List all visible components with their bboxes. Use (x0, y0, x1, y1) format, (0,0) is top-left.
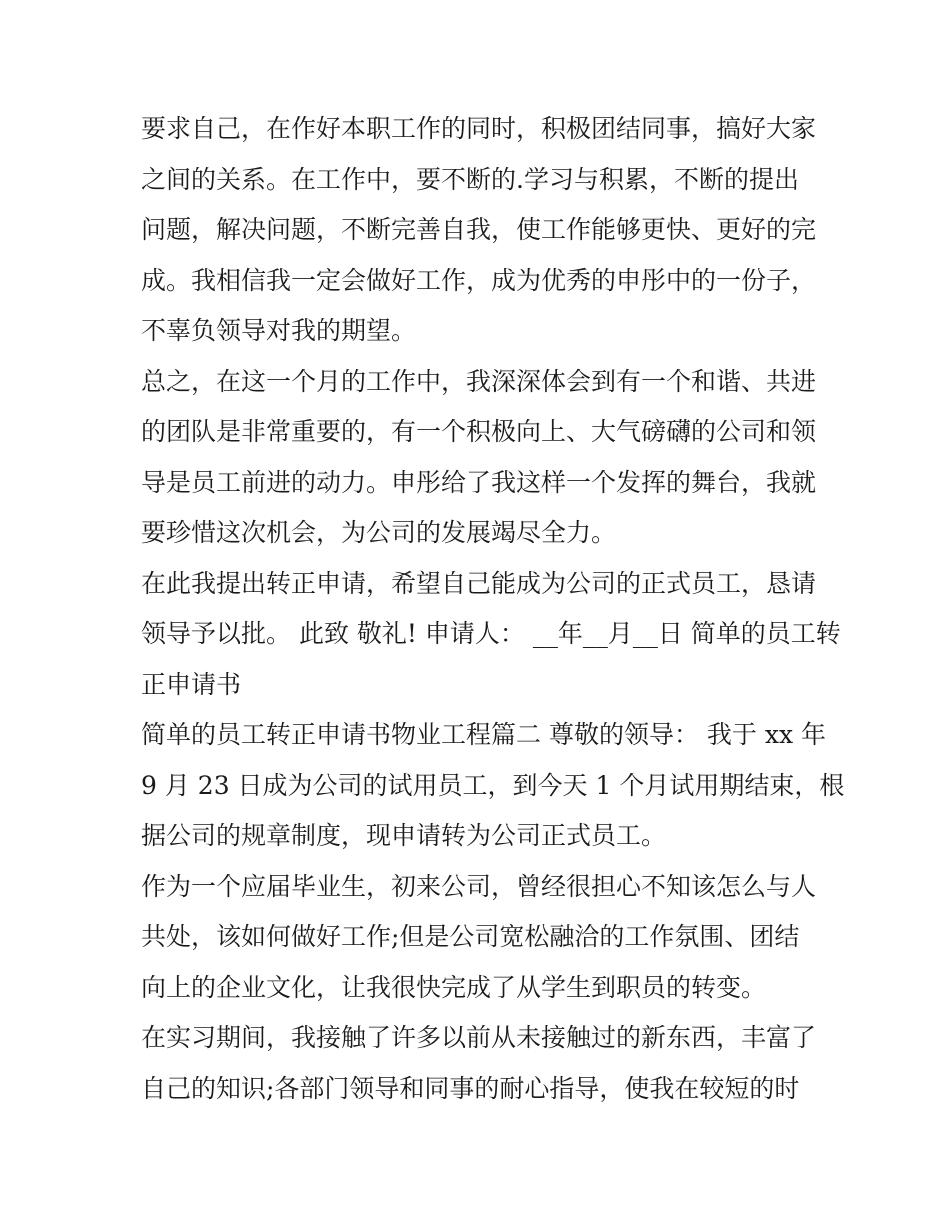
text-line: 作为一个应届毕业生，初来公司，曾经很担心不知该怎么与人 (141, 871, 817, 901)
paragraph-6 (141, 1013, 821, 1114)
paragraph-3 (141, 559, 841, 711)
text-line: 自己的知识;各部门领导和同事的耐心指导，使我在较短的时 (141, 1073, 800, 1103)
text-line: 正申请书 (141, 669, 242, 699)
text-line: 领导予以批。 此致 敬礼! 申请人： __年__月__日 简单的员工转 (141, 619, 841, 648)
paragraph-5 (141, 862, 821, 1014)
text-line: 共处，该如何做好工作;但是公司宽松融洽的工作氛围、团结 (141, 922, 800, 951)
paragraph-4 (141, 710, 845, 862)
text-line: 要求自己，在作好本职工作的同时，积极团结同事，搞好大家 (141, 114, 817, 143)
document-body (141, 104, 845, 1114)
text-line: 要珍惜这次机会，为公司的发展竭尽全力。 (141, 518, 617, 547)
text-line: 9 月 23 日成为公司的试用员工，到今天 1 个月试用期结束，根 (141, 770, 845, 800)
text-line: 向上的企业文化，让我很快完成了从学生到职员的转变。 (141, 972, 767, 1002)
text-line: 之间的关系。在工作中，要不断的.学习与积累，不断的提出 (141, 164, 799, 194)
text-line: 据公司的规章制度，现申请转为公司正式员工。 (141, 821, 667, 850)
text-line: 问题，解决问题，不断完善自我，使工作能够更快、更好的完 (141, 215, 817, 244)
text-line: 的团队是非常重要的，有一个积极向上、大气磅礴的公司和领 (141, 417, 817, 446)
paragraph-2 (141, 357, 821, 559)
text-line: 在此我提出转正申请，希望自己能成为公司的正式员工，恳请 (141, 568, 817, 598)
text-line: 在实习期间，我接触了许多以前从未接触过的新东西，丰富了 (141, 1023, 817, 1052)
text-line: 成。我相信我一定会做好工作，成为优秀的申彤中的一份子， (141, 265, 817, 295)
text-line: 简单的员工转正申请书物业工程篇二 尊敬的领导： 我于 xx 年 (141, 720, 826, 749)
text-line: 导是员工前进的动力。申彤给了我这样一个发挥的舞台，我就 (141, 467, 817, 497)
paragraph-1 (141, 104, 821, 357)
text-line: 总之，在这一个月的工作中，我深深体会到有一个和谐、共进 (141, 366, 817, 396)
text-line: 不辜负领导对我的期望。 (141, 316, 417, 345)
